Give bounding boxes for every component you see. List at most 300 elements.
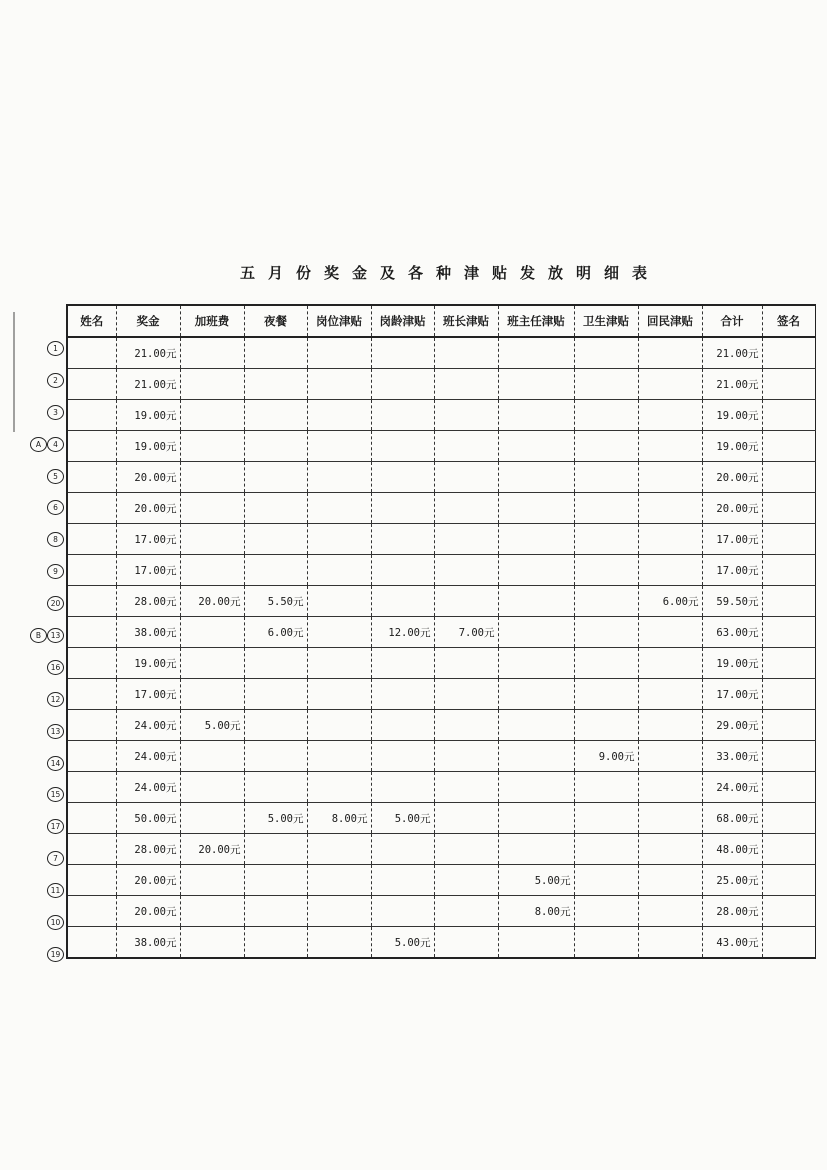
table-cell [498,741,574,772]
column-header: 岗位津贴 [307,305,371,337]
table-row [67,555,815,586]
row-mark-number: 11 [47,883,64,898]
table-cell [244,865,307,896]
table-cell [762,772,815,803]
table-cell [371,369,434,400]
table-cell: 6.00元 [244,617,307,648]
table-cell: 5.00元 [371,803,434,834]
table-cell [638,803,702,834]
table-cell [67,679,116,710]
table-cell [244,927,307,959]
column-header: 岗龄津贴 [371,305,434,337]
table-cell [434,927,498,959]
table-cell [371,896,434,927]
table-cell [180,803,244,834]
table-cell: 29.00元 [702,710,762,741]
table-row [67,772,815,803]
table-cell [244,679,307,710]
table-cell [244,772,307,803]
table-row [67,431,815,462]
row-mark-number: 16 [47,660,64,675]
table-cell [371,555,434,586]
table-cell [307,741,371,772]
table-cell [67,896,116,927]
table-cell: 6.00元 [638,586,702,617]
table-cell [498,772,574,803]
table-cell [498,927,574,959]
column-header: 卫生津贴 [574,305,638,337]
table-row [67,927,815,959]
table-row [67,617,815,648]
row-mark [30,525,66,557]
table-cell [574,648,638,679]
row-mark-number: 3 [47,405,64,420]
table-cell [638,369,702,400]
table-cell [180,648,244,679]
table-cell [762,834,815,865]
table-cell: 20.00元 [702,462,762,493]
row-number-marks [30,334,66,972]
table-cell: 19.00元 [702,400,762,431]
column-header: 合计 [702,305,762,337]
table-cell [762,865,815,896]
table-cell: 17.00元 [702,679,762,710]
table-cell [67,337,116,369]
table-cell [638,493,702,524]
table-cell [434,896,498,927]
table-cell [574,772,638,803]
table-cell [498,803,574,834]
table-cell [180,369,244,400]
table-cell [180,493,244,524]
table-cell [371,462,434,493]
table-cell [638,834,702,865]
table-cell [307,679,371,710]
table-cell [67,462,116,493]
table-cell [67,865,116,896]
table-row [67,462,815,493]
table-cell [638,431,702,462]
table-cell [638,741,702,772]
column-header: 夜餐 [244,305,307,337]
row-mark [30,493,66,525]
table-cell: 5.50元 [244,586,307,617]
table-cell: 19.00元 [116,431,180,462]
table-cell [434,555,498,586]
table-cell [638,555,702,586]
table-cell [371,772,434,803]
table-cell [638,927,702,959]
table-cell [762,462,815,493]
row-mark [30,653,66,685]
table-cell [498,493,574,524]
table-cell [371,865,434,896]
table-cell [67,834,116,865]
table-cell: 38.00元 [116,927,180,959]
row-mark [30,908,66,940]
row-mark-number: 5 [47,469,64,484]
table-cell [574,431,638,462]
table-cell: 63.00元 [702,617,762,648]
table-cell [762,369,815,400]
table-cell [574,493,638,524]
table-cell [762,741,815,772]
table-cell [762,679,815,710]
table-cell [638,648,702,679]
table-cell [434,462,498,493]
table-cell [180,896,244,927]
row-mark-number: 13 [47,628,64,643]
table-cell [67,710,116,741]
row-mark-prefix: A [30,437,47,452]
row-mark [30,844,66,876]
table-row [67,369,815,400]
table-cell [762,896,815,927]
table-cell [67,741,116,772]
table-cell: 24.00元 [702,772,762,803]
row-mark-prefix: B [30,628,47,643]
table-cell [498,710,574,741]
table-cell [638,524,702,555]
table-cell [574,337,638,369]
table-cell [244,431,307,462]
table-cell [762,493,815,524]
table-cell [434,431,498,462]
table-cell: 38.00元 [116,617,180,648]
margin-scribble [13,312,23,432]
table-cell [67,524,116,555]
table-cell [180,679,244,710]
table-cell [434,337,498,369]
table-cell [574,462,638,493]
table-cell [434,679,498,710]
table-cell [574,400,638,431]
table-cell: 20.00元 [116,462,180,493]
row-mark-number: 9 [47,564,64,579]
row-mark-number: 8 [47,532,64,547]
table-cell [434,400,498,431]
table-cell [180,400,244,431]
table-row [67,865,815,896]
table-cell [307,555,371,586]
table-cell [434,772,498,803]
table-cell: 24.00元 [116,710,180,741]
table-cell [67,927,116,959]
table-row [67,524,815,555]
row-mark [30,780,66,812]
table-cell [498,679,574,710]
table-cell [371,524,434,555]
table-cell [574,617,638,648]
column-header: 回民津贴 [638,305,702,337]
table-cell [434,710,498,741]
table-row [67,741,815,772]
table-cell [180,617,244,648]
table-cell: 28.00元 [116,834,180,865]
table-cell [371,679,434,710]
table-cell: 9.00元 [574,741,638,772]
table-cell: 24.00元 [116,741,180,772]
table-cell [498,555,574,586]
bonus-allowance-table [66,304,816,959]
table-cell [638,462,702,493]
table-cell [434,865,498,896]
table-cell [762,927,815,959]
table-cell [307,337,371,369]
table-cell [307,648,371,679]
table-cell [180,772,244,803]
table-cell: 21.00元 [702,369,762,400]
table-cell: 5.00元 [371,927,434,959]
table-cell [574,679,638,710]
row-mark [30,717,66,749]
row-mark-number: 2 [47,373,64,388]
table-cell [638,337,702,369]
table-row [67,400,815,431]
row-mark [30,430,66,462]
table-cell: 8.00元 [307,803,371,834]
table-cell: 19.00元 [116,648,180,679]
table-cell [307,927,371,959]
table-cell [307,710,371,741]
table-cell [434,586,498,617]
table-cell [762,617,815,648]
row-mark [30,366,66,398]
table-cell [498,617,574,648]
table-cell [762,803,815,834]
table-cell [244,524,307,555]
table-cell [498,524,574,555]
table-cell [244,400,307,431]
table-cell [307,586,371,617]
table-cell [371,710,434,741]
table-cell: 8.00元 [498,896,574,927]
table-row [67,337,815,369]
table-cell [67,586,116,617]
table-cell [67,772,116,803]
table-cell: 21.00元 [702,337,762,369]
column-header: 奖金 [116,305,180,337]
table-row [67,493,815,524]
table-cell [434,803,498,834]
table-cell: 20.00元 [116,896,180,927]
table-cell [434,741,498,772]
table-cell: 19.00元 [116,400,180,431]
table-cell [638,710,702,741]
table-cell [498,400,574,431]
row-mark-number: 12 [47,692,64,707]
table-cell [67,400,116,431]
table-cell [67,493,116,524]
table-cell [244,555,307,586]
row-mark-number: 7 [47,851,64,866]
table-cell [762,555,815,586]
table-cell [498,337,574,369]
table-cell [244,834,307,865]
table-cell [67,431,116,462]
table-cell [244,896,307,927]
table-cell: 48.00元 [702,834,762,865]
table-cell [434,524,498,555]
table-cell [371,586,434,617]
table-cell [307,431,371,462]
table-cell [307,493,371,524]
table-cell: 17.00元 [116,555,180,586]
table-cell: 17.00元 [702,524,762,555]
table-row [67,586,815,617]
table-cell [180,927,244,959]
table-cell [574,803,638,834]
table-cell: 17.00元 [116,679,180,710]
table-cell [638,679,702,710]
table-cell [67,617,116,648]
table-cell [498,648,574,679]
table-cell [180,462,244,493]
table-cell [638,400,702,431]
table-cell: 20.00元 [180,586,244,617]
table-cell [180,337,244,369]
table-row [67,648,815,679]
row-mark [30,685,66,717]
table-cell [371,493,434,524]
table-cell [244,648,307,679]
table-cell [434,834,498,865]
table-cell [307,524,371,555]
row-mark-number: 10 [47,915,64,930]
column-header: 班主任津贴 [498,305,574,337]
row-mark-number: 13 [47,724,64,739]
row-mark [30,940,66,972]
table-cell [307,865,371,896]
table-body [67,337,815,958]
table-cell [244,337,307,369]
table-cell [180,555,244,586]
table-cell: 20.00元 [180,834,244,865]
table-cell [762,337,815,369]
table-cell: 59.50元 [702,586,762,617]
table-cell [498,462,574,493]
table-cell: 24.00元 [116,772,180,803]
table-cell [307,617,371,648]
row-mark [30,334,66,366]
table-cell: 7.00元 [434,617,498,648]
table-cell [638,896,702,927]
table-cell [762,524,815,555]
table-cell [638,865,702,896]
table-cell: 5.00元 [498,865,574,896]
table-cell [244,710,307,741]
table-cell [371,431,434,462]
table-cell [67,648,116,679]
table-cell [244,493,307,524]
row-mark [30,621,66,653]
table-cell [762,710,815,741]
table-cell: 19.00元 [702,431,762,462]
row-mark [30,398,66,430]
table-cell [307,896,371,927]
table-cell [574,927,638,959]
table-cell [498,586,574,617]
table-cell [498,431,574,462]
table-cell [638,617,702,648]
table-row [67,834,815,865]
column-header: 签名 [762,305,815,337]
table-cell: 20.00元 [702,493,762,524]
table-cell [638,772,702,803]
table-cell [244,369,307,400]
table-cell: 33.00元 [702,741,762,772]
table-cell: 21.00元 [116,337,180,369]
row-mark-number: 20 [47,596,64,611]
row-mark [30,812,66,844]
table-cell [574,865,638,896]
row-mark [30,876,66,908]
table-cell: 5.00元 [180,710,244,741]
table-cell [371,741,434,772]
table-row [67,896,815,927]
table-cell: 19.00元 [702,648,762,679]
table-cell [762,431,815,462]
table-cell [67,555,116,586]
table-cell [307,462,371,493]
table-cell [574,555,638,586]
table-cell [307,369,371,400]
table-cell: 17.00元 [702,555,762,586]
table-cell [434,369,498,400]
table-cell: 5.00元 [244,803,307,834]
table-cell [180,865,244,896]
table-cell [67,803,116,834]
column-header: 加班费 [180,305,244,337]
row-mark-number: 6 [47,500,64,515]
table-cell: 28.00元 [116,586,180,617]
table-cell: 20.00元 [116,865,180,896]
table-cell: 20.00元 [116,493,180,524]
table-cell [180,431,244,462]
table-cell [574,834,638,865]
table-row [67,679,815,710]
table-cell [762,648,815,679]
table-cell [307,772,371,803]
table-cell [574,586,638,617]
table-cell [434,648,498,679]
row-mark-number: 17 [47,819,64,834]
table-cell [244,462,307,493]
table-cell [371,648,434,679]
table-cell [180,524,244,555]
row-mark [30,749,66,781]
table-cell [498,369,574,400]
table-cell [371,834,434,865]
table-cell: 50.00元 [116,803,180,834]
table-cell: 68.00元 [702,803,762,834]
table-cell [307,834,371,865]
table-row [67,803,815,834]
row-mark [30,589,66,621]
row-mark-number: 1 [47,341,64,356]
table-cell [244,741,307,772]
table-row [67,710,815,741]
table-cell [498,834,574,865]
row-mark [30,557,66,589]
table-cell: 12.00元 [371,617,434,648]
table-cell [574,710,638,741]
table-cell [574,369,638,400]
table-cell [574,896,638,927]
table-cell [371,400,434,431]
row-mark-number: 4 [47,437,64,452]
page-title: 五月份奖金及各种津贴发放明细表 [240,264,661,282]
